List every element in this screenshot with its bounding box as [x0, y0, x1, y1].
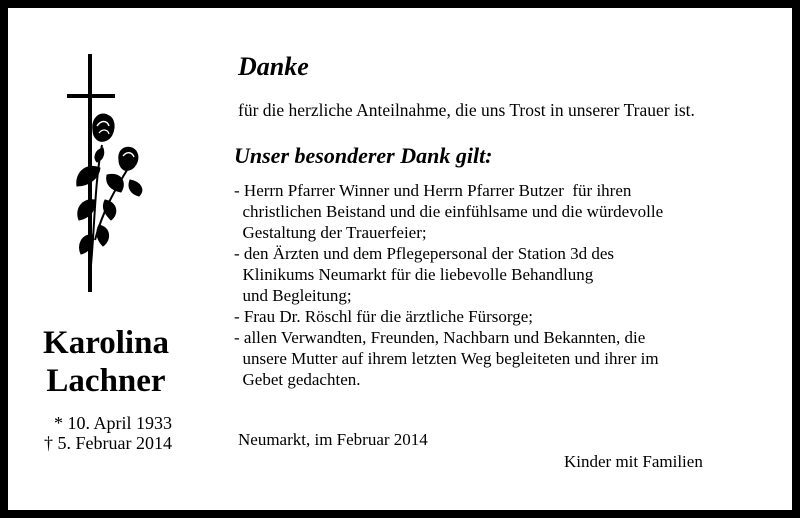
signature: Kinder mit Familien	[564, 452, 703, 471]
birth-date: * 10. April 1933	[53, 413, 172, 433]
death-date: † 5. Februar 2014	[44, 433, 172, 453]
thanks-line: - Herrn Pfarrer Winner und Herrn Pfarrer Butzer für ihren	[234, 181, 632, 200]
first-name: Karolina	[43, 325, 169, 361]
thanks-line: christlichen Beistand und die einfühlsame und die würdevolle	[234, 202, 664, 221]
thanks-line: - allen Verwandten, Freunden, Nachbarn und Bekannten, die	[234, 328, 646, 347]
thanks-line: Klinikums Neumarkt für die liebevolle Behandlung	[234, 265, 594, 284]
thanks-line: - Frau Dr. Röschl für die ärztliche Fürsorge;	[234, 307, 534, 326]
last-name: Lachner	[46, 363, 166, 399]
thanks-line: unsere Mutter auf ihrem letzten Weg begleiteten und ihrer im	[234, 349, 659, 368]
thanks-line: und Begleitung;	[234, 286, 352, 305]
intro-text: für die herzliche Anteilnahme, die uns Trost in unserer Trauer ist.	[238, 100, 695, 120]
place-date: Neumarkt, im Februar 2014	[238, 430, 428, 449]
thanks-line: Gebet gedachten.	[234, 370, 361, 389]
thanks-line: Gestaltung der Trauerfeier;	[234, 223, 427, 242]
cross-with-roses-icon	[55, 50, 155, 295]
heading: Danke	[238, 52, 309, 81]
thanks-list	[234, 180, 663, 390]
thanks-line: - den Ärzten und dem Pflegepersonal der Station 3d des	[234, 244, 615, 263]
rose-icon	[77, 114, 142, 265]
subheading: Unser besonderer Dank gilt:	[234, 143, 493, 168]
